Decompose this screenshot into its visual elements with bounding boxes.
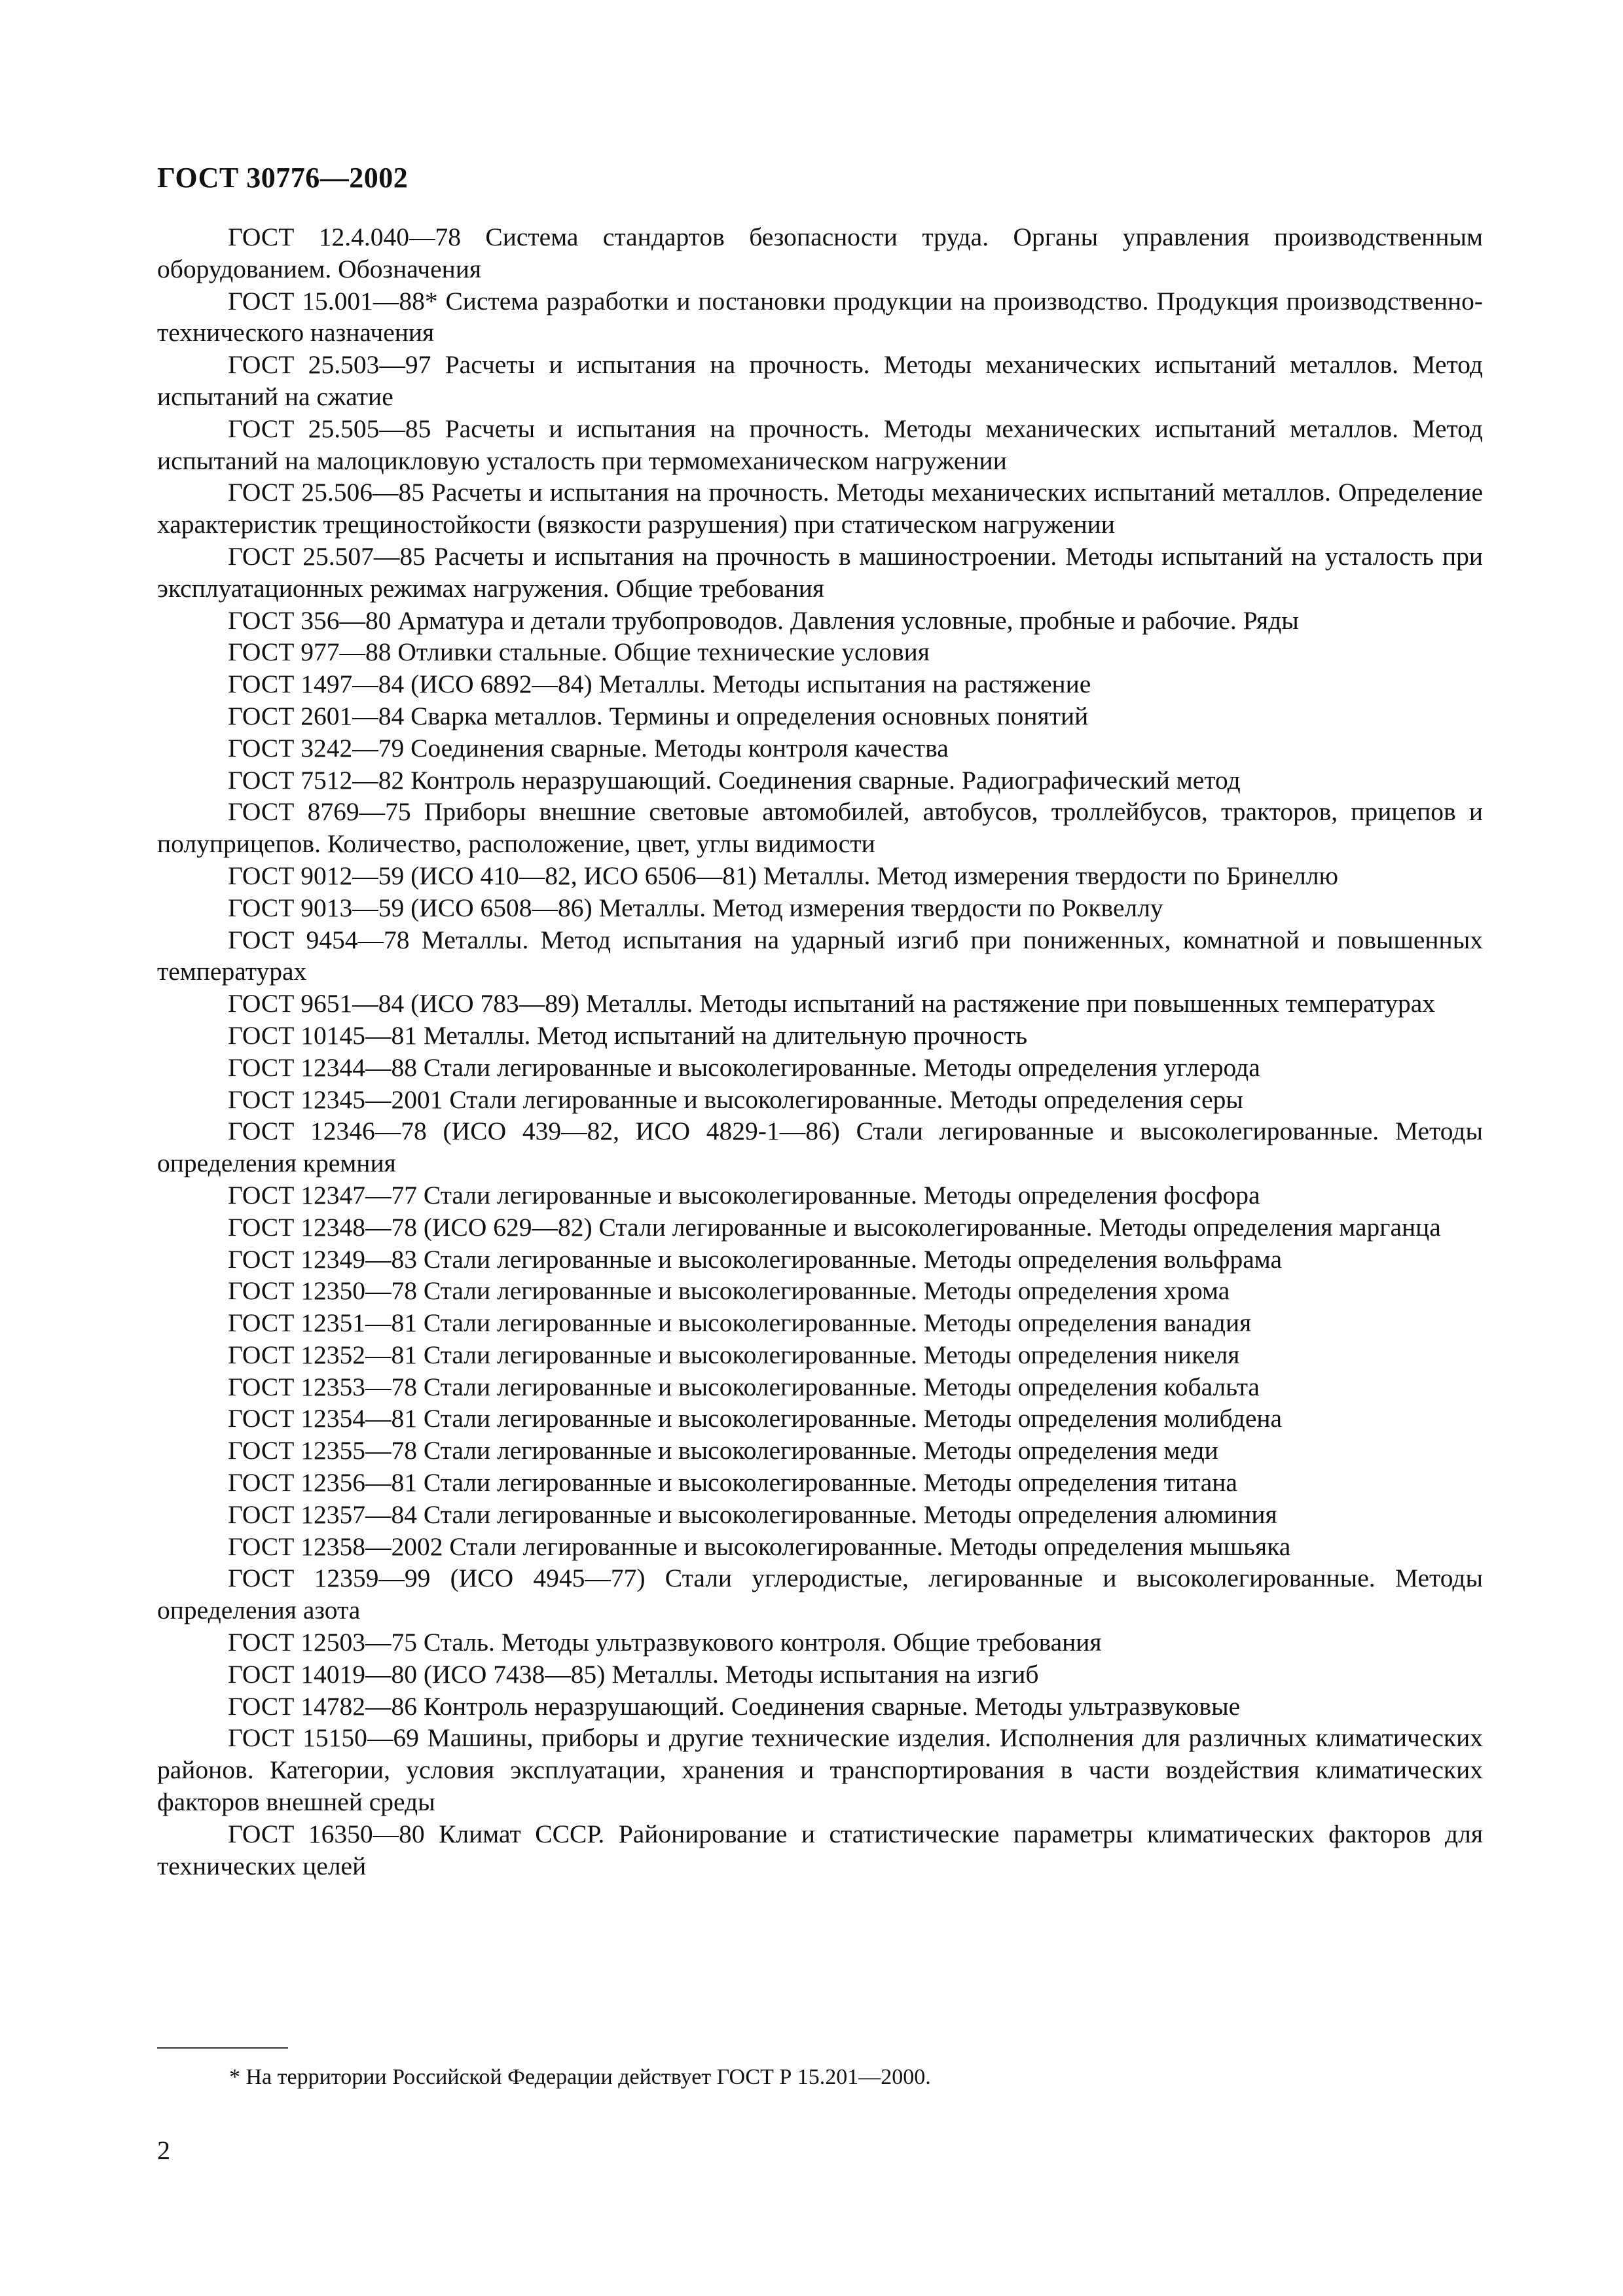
reference-item: ГОСТ 12355—78 Стали легированные и высоколегированные. Методы определения меди — [228, 1436, 1218, 1465]
reference-item: ГОСТ 1497—84 (ИСО 6892—84) Металлы. Методы испытания на растяжение — [228, 670, 1091, 699]
reference-item: ГОСТ 9013—59 (ИСО 6508—86) Металлы. Метод измерения твердости по Роквеллу — [228, 893, 1163, 922]
reference-item: ГОСТ 12358—2002 Стали легированные и высоколегированные. Методы определения мышьяка — [228, 1532, 1291, 1561]
reference-item: ГОСТ 10145—81 Металлы. Метод испытаний на длительную прочность — [228, 1020, 1028, 1050]
footnote-divider — [157, 2047, 288, 2049]
reference-item: ГОСТ 12346—78 (ИСО 439—82, ИСО 4829-1—86) Стали легированные и высоколегированные. Методы определения кремния — [157, 1117, 1483, 1178]
reference-item: ГОСТ 15150—69 Машины, приборы и другие технические изделия. Исполнения для различных климатических районов. Категории, условия эксплуатации, хранения и транспортирования в части воздействия климатических факторов внешней среды — [157, 1723, 1483, 1817]
reference-item: ГОСТ 15.001—88* Система разработки и постановки продукции на производство. Продукция производственно-технического назначения — [157, 286, 1483, 348]
reference-item: ГОСТ 8769—75 Приборы внешние световые автомобилей, автобусов, троллейбусов, тракторов, прицепов и полуприцепов. Количество, расположение, цвет, углы видимости — [157, 797, 1483, 859]
reference-item: ГОСТ 12359—99 (ИСО 4945—77) Стали углеродистые, легированные и высоколегированные. Методы определения азота — [157, 1564, 1483, 1625]
reference-item: ГОСТ 9454—78 Металлы. Метод испытания на ударный изгиб при пониженных, комнатной и повышенных температурах — [157, 925, 1483, 986]
reference-item: ГОСТ 25.506—85 Расчеты и испытания на прочность. Методы механических испытаний металлов. Определение характеристик трещиностойкости (вязкости разрушения) при статическом нагружении — [157, 478, 1483, 539]
reference-item: ГОСТ 25.503—97 Расчеты и испытания на прочность. Методы механических испытаний металлов. Метод испытаний на сжатие — [157, 350, 1483, 411]
reference-item: ГОСТ 12352—81 Стали легированные и высоколегированные. Методы определения никеля — [228, 1340, 1240, 1369]
reference-item: ГОСТ 12351—81 Стали легированные и высоколегированные. Методы определения ванадия — [228, 1308, 1252, 1338]
reference-item: ГОСТ 977—88 Отливки стальные. Общие технические условия — [228, 637, 930, 667]
reference-item: ГОСТ 12349—83 Стали легированные и высоколегированные. Методы определения вольфрама — [228, 1244, 1283, 1274]
reference-item: ГОСТ 12348—78 (ИСО 629—82) Стали легированные и высоколегированные. Методы определения марганца — [228, 1212, 1441, 1242]
normative-references-list — [157, 221, 1483, 1882]
reference-item: ГОСТ 25.507—85 Расчеты и испытания на прочность в машиностроении. Методы испытаний на усталость при эксплуатационных режимах нагружения. Общие требования — [157, 541, 1483, 603]
reference-item: ГОСТ 14782—86 Контроль неразрушающий. Соединения сварные. Методы ультразвуковые — [228, 1691, 1241, 1721]
reference-item: ГОСТ 7512—82 Контроль неразрушающий. Соединения сварные. Радиографический метод — [228, 765, 1241, 795]
document-header: ГОСТ 30776—2002 — [157, 162, 409, 194]
reference-item: ГОСТ 356—80 Арматура и детали трубопроводов. Давления условные, пробные и рабочие. Ряды — [228, 605, 1299, 635]
reference-item: ГОСТ 12353—78 Стали легированные и высоколегированные. Методы определения кобальта — [228, 1372, 1260, 1401]
reference-item: ГОСТ 12344—88 Стали легированные и высоколегированные. Методы определения углерода — [228, 1052, 1260, 1082]
reference-item: ГОСТ 12.4.040—78 Система стандартов безопасности труда. Органы управления производственным оборудованием. Обозначения — [157, 223, 1483, 283]
reference-item: ГОСТ 12350—78 Стали легированные и высоколегированные. Методы определения хрома — [228, 1276, 1230, 1306]
reference-item: ГОСТ 25.505—85 Расчеты и испытания на прочность. Методы механических испытаний металлов. Метод испытаний на малоцикловую усталость при термомеханическом нагружении — [157, 414, 1483, 475]
reference-item: ГОСТ 2601—84 Сварка металлов. Термины и определения основных понятий — [228, 701, 1089, 730]
reference-item: ГОСТ 9651—84 (ИСО 783—89) Металлы. Методы испытаний на растяжение при повышенных температурах — [228, 989, 1436, 1018]
reference-item: ГОСТ 12503—75 Сталь. Методы ультразвукового контроля. Общие требования — [228, 1628, 1102, 1657]
reference-item: ГОСТ 12357—84 Стали легированные и высоколегированные. Методы определения алюминия — [228, 1499, 1277, 1529]
reference-item: ГОСТ 12345—2001 Стали легированные и высоколегированные. Методы определения серы — [228, 1085, 1243, 1114]
reference-item: ГОСТ 12354—81 Стали легированные и высоколегированные. Методы определения молибдена — [228, 1404, 1283, 1433]
reference-item: ГОСТ 16350—80 Климат СССР. Районирование и статистические параметры климатических факторов для технических целей — [157, 1819, 1483, 1880]
reference-item: ГОСТ 12347—77 Стали легированные и высоколегированные. Методы определения фосфора — [228, 1180, 1260, 1210]
page-number: 2 — [157, 2136, 170, 2165]
reference-item: ГОСТ 12356—81 Стали легированные и высоколегированные. Методы определения титана — [228, 1468, 1237, 1498]
reference-item: ГОСТ 9012—59 (ИСО 410—82, ИСО 6506—81) Металлы. Метод измерения твердости по Бринеллю — [228, 861, 1339, 890]
footnote: * На территории Российской Федерации действует ГОСТ Р 15.201—2000. — [229, 2065, 931, 2089]
reference-item: ГОСТ 3242—79 Соединения сварные. Методы контроля качества — [228, 733, 949, 762]
reference-item: ГОСТ 14019—80 (ИСО 7438—85) Металлы. Методы испытания на изгиб — [228, 1659, 1039, 1689]
